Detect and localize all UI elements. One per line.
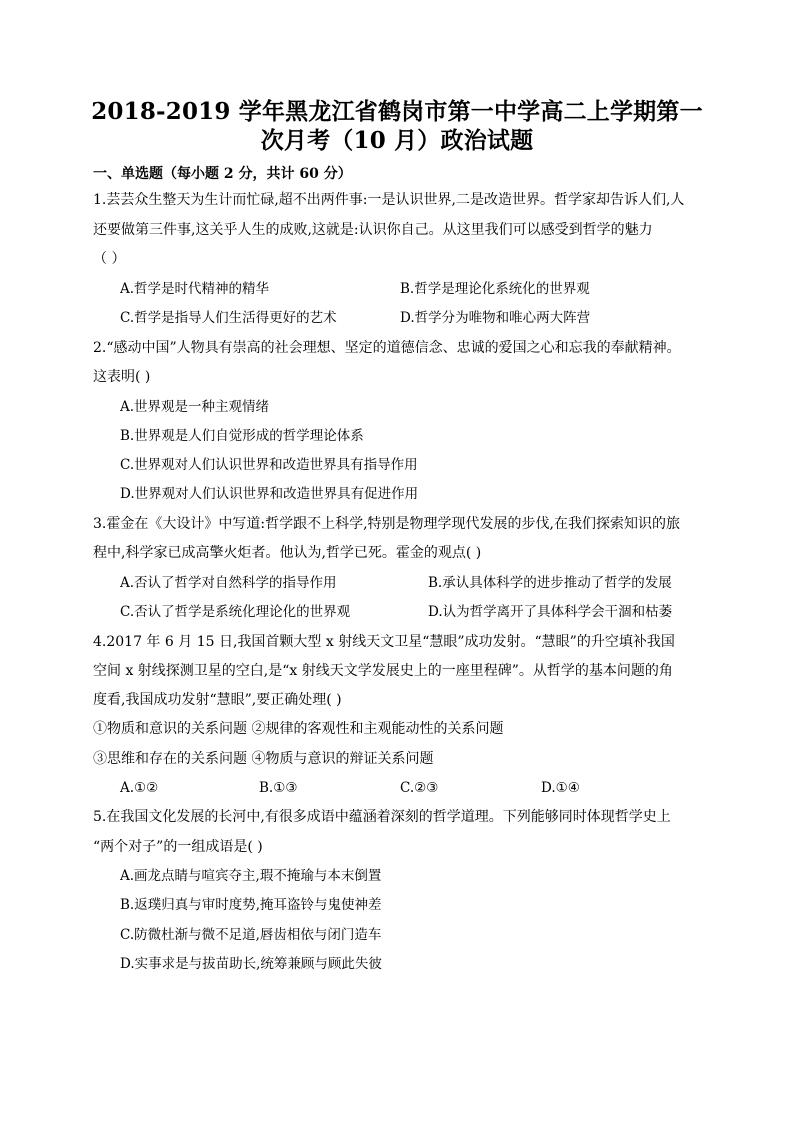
q3-line-1: 3.霍金在《大设计》中写道:哲学跟不上科学,特别是物理学现代发展的步伐,在我们探索知识的旅: [93, 516, 680, 532]
exam-title-line-1: 2018-2019 学年黑龙江省鹤岗市第一中学高二上学期第一: [91, 98, 703, 125]
q3-option-d: D.认为哲学离开了具体科学会干涸和枯萎: [428, 604, 673, 620]
q2-option-b: B.世界观是人们自觉形成的哲学理论体系: [120, 428, 364, 444]
q3-line-2: 程中,科学家已成高擎火炬者。他认为,哲学已死。霍金的观点( ): [93, 545, 482, 561]
q1-option-d: D.哲学分为唯物和唯心两大阵营: [400, 310, 591, 326]
q2-line-1: 2.“感动中国”人物具有崇高的社会理想、坚定的道德信念、忠诚的爱国之心和忘我的奉献精神。: [93, 340, 681, 356]
q5-line-1: 5.在我国文化发展的长河中,有很多成语中蕴涵着深刻的哲学道理。下列能够同时体现哲学史上: [93, 809, 671, 825]
q1-line-1: 1.芸芸众生整天为生计而忙碌,超不出两件事:一是认识世界,二是改造世界。哲学家却告诉人们,人: [93, 192, 685, 208]
q3-option-c: C.否认了哲学是系统化理论化的世界观: [120, 604, 351, 620]
section-heading: 一、单选题（每小题 2 分，共计 60 分）: [93, 166, 352, 182]
q1-line-3: （ ）: [93, 251, 126, 267]
q4-option-a: A.①②: [120, 780, 159, 796]
q2-option-a: A.世界观是一种主观情绪: [120, 399, 270, 415]
q2-line-2: 这表明( ): [93, 369, 151, 385]
q4-statements-3-4: ③思维和存在的关系问题 ④物质与意识的辩证关系问题: [93, 751, 434, 767]
q4-statements-1-2: ①物质和意识的关系问题 ②规律的客观性和主观能动性的关系问题: [93, 721, 504, 737]
q4-option-b: B.①③: [259, 780, 298, 796]
q4-option-c: C.②③: [400, 780, 439, 796]
exam-title-line-2: 次月考（10 月）政治试题: [260, 127, 534, 154]
q3-option-a: A.否认了哲学对自然科学的指导作用: [120, 575, 337, 591]
q4-line-3: 度看,我国成功发射“慧眼”,要正确处理( ): [93, 692, 342, 708]
q1-line-2: 还要做第三件事,这关乎人生的成败,这就是:认识你自己。从这里我们可以感受到哲学的魅力: [93, 222, 653, 238]
q4-option-d: D.①④: [541, 780, 580, 796]
q3-option-b: B.承认具体科学的进步推动了哲学的发展: [428, 575, 672, 591]
q2-option-c: C.世界观对人们认识世界和改造世界具有指导作用: [120, 457, 418, 473]
q5-option-a: A.画龙点睛与喧宾夺主,瑕不掩瑜与本末倒置: [120, 868, 382, 884]
q1-option-b: B.哲学是理论化系统化的世界观: [400, 281, 590, 297]
q1-option-a: A.哲学是时代精神的精华: [120, 281, 270, 297]
q4-line-2: 空间 x 射线探测卫星的空白,是“x 射线天文学发展史上的一座里程碑”。从哲学的基本问题的角: [93, 663, 673, 679]
q4-line-1: 4.2017 年 6 月 15 日,我国首颗大型 x 射线天文卫星“慧眼”成功发射。“慧眼”的升空填补我国: [93, 634, 675, 650]
q5-option-b: B.返璞归真与审时度势,掩耳盗铃与鬼使神差: [120, 897, 382, 913]
q5-option-d: D.实事求是与拔苗助长,统筹兼顾与顾此失彼: [120, 956, 382, 972]
q1-option-c: C.哲学是指导人们生活得更好的艺术: [120, 310, 337, 326]
q5-line-2: “两个对子”的一组成语是( ): [93, 839, 263, 855]
q2-option-d: D.世界观对人们认识世界和改造世界具有促进作用: [120, 486, 419, 502]
q5-option-c: C.防微杜渐与微不足道,唇齿相依与闭门造车: [120, 927, 382, 943]
